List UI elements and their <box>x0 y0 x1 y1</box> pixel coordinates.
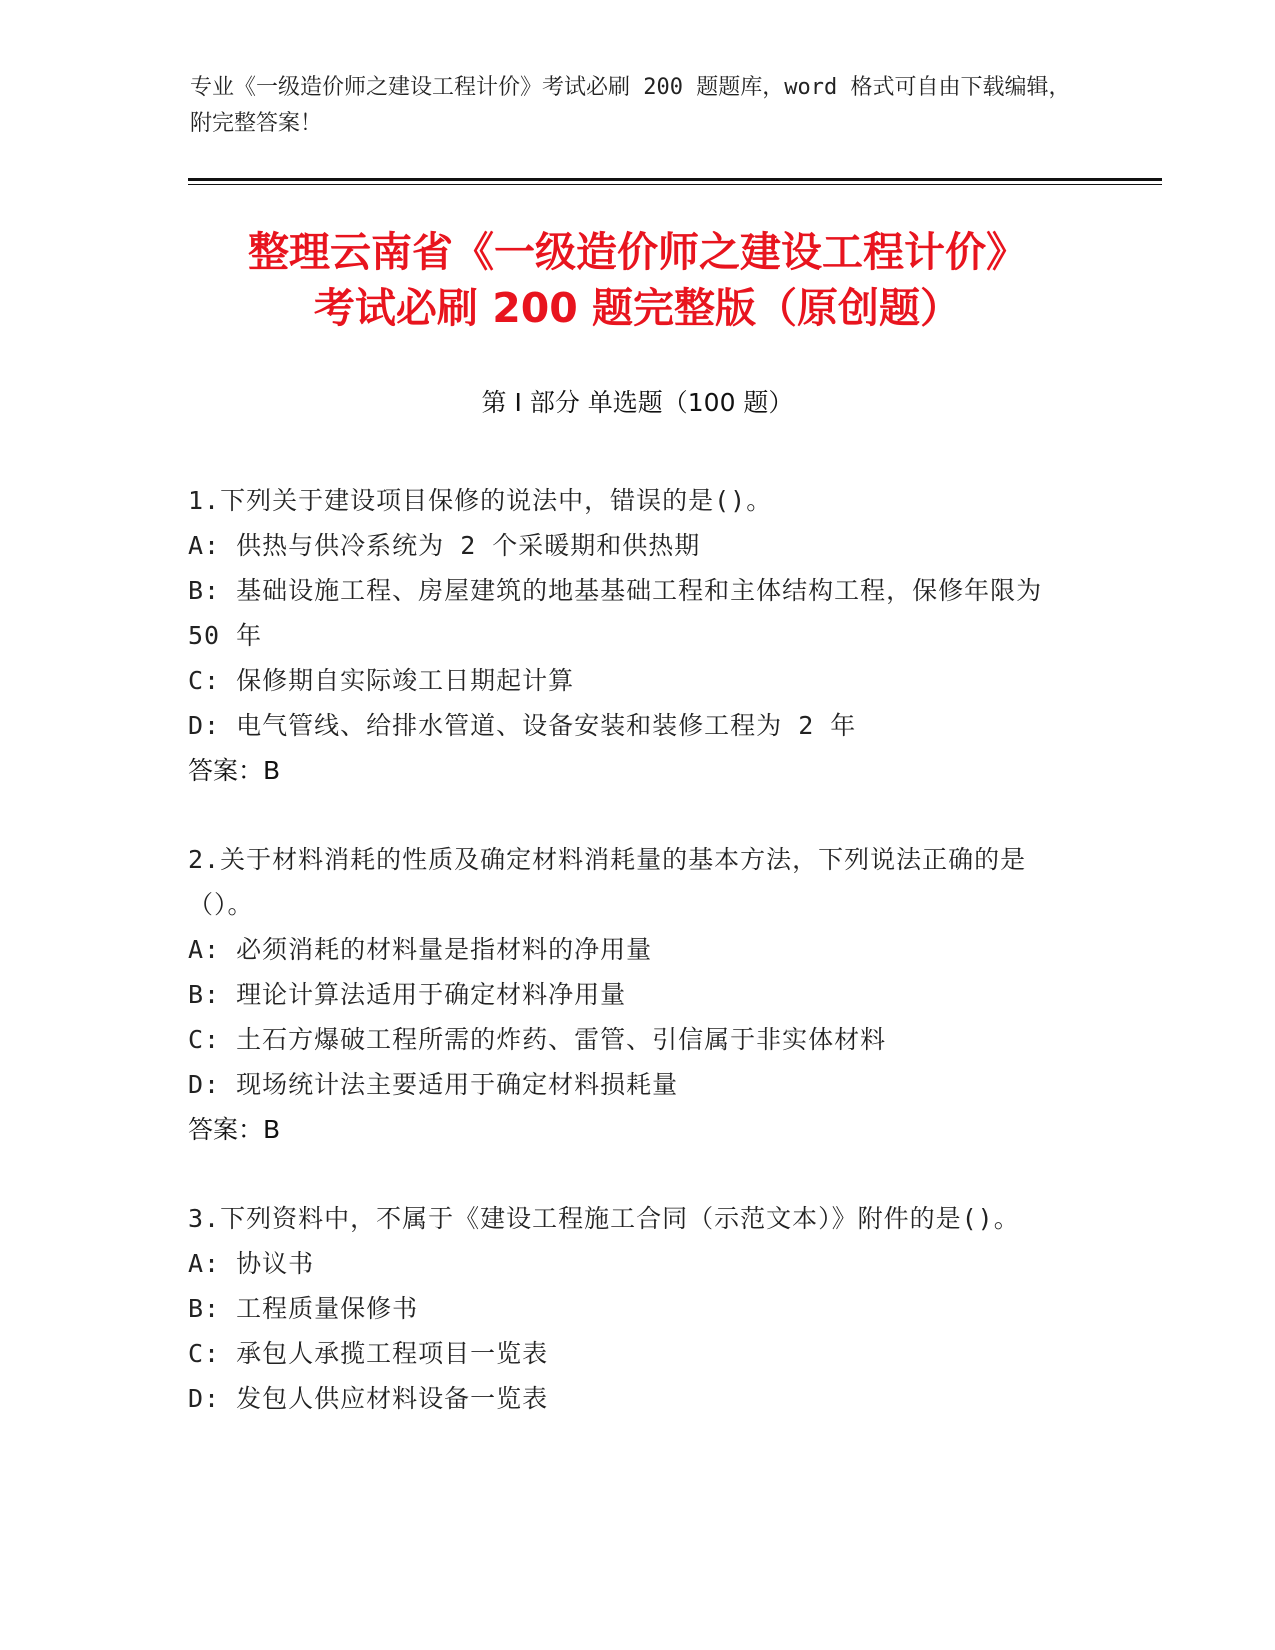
document-title <box>140 224 1135 336</box>
answer-label: 答案：B <box>188 756 281 785</box>
option-b: B: 基础设施工程、房屋建筑的地基基础工程和主体结构工程，保修年限为 50 年 <box>188 576 1043 650</box>
question-stem: 1.下列关于建设项目保修的说法中，错误的是()。 <box>188 486 773 515</box>
question-stem: 2.关于材料消耗的性质及确定材料消耗量的基本方法，下列说法正确的是（）。 <box>188 845 1027 919</box>
option-b: B: 理论计算法适用于确定材料净用量 <box>188 980 627 1009</box>
option-b: B: 工程质量保修书 <box>188 1294 419 1323</box>
option-d: D: 发包人供应材料设备一览表 <box>188 1384 549 1413</box>
question-1 <box>188 478 1088 793</box>
question-list <box>188 478 1088 1465</box>
header-note: 专业《一级造价师之建设工程计价》考试必刷 200 题题库，word 格式可自由下载编辑，附完整答案！ <box>190 75 1071 136</box>
section-heading: 第 I 部分 单选题（100 题） <box>481 388 794 417</box>
header-divider-thin <box>188 184 1162 185</box>
option-a: A: 供热与供冷系统为 2 个采暖期和供热期 <box>188 531 701 560</box>
option-d: D: 现场统计法主要适用于确定材料损耗量 <box>188 1070 679 1099</box>
question-stem: 3.下列资料中，不属于《建设工程施工合同（示范文本）》附件的是()。 <box>188 1204 1020 1233</box>
question-2 <box>188 837 1088 1152</box>
header-divider-thick <box>188 178 1162 181</box>
option-c: C: 保修期自实际竣工日期起计算 <box>188 666 575 695</box>
option-d: D: 电气管线、给排水管道、设备安装和装修工程为 2 年 <box>188 711 857 740</box>
answer-label: 答案：B <box>188 1115 281 1144</box>
option-c: C: 土石方爆破工程所需的炸药、雷管、引信属于非实体材料 <box>188 1025 887 1054</box>
document-title-line-1: 整理云南省《一级造价师之建设工程计价》 <box>248 228 1027 276</box>
document-title-line-2: 考试必刷 200 题完整版（原创题） <box>313 284 962 332</box>
option-c: C: 承包人承揽工程项目一览表 <box>188 1339 549 1368</box>
option-a: A: 必须消耗的材料量是指材料的净用量 <box>188 935 653 964</box>
question-3 <box>188 1196 1088 1421</box>
option-a: A: 协议书 <box>188 1249 315 1278</box>
